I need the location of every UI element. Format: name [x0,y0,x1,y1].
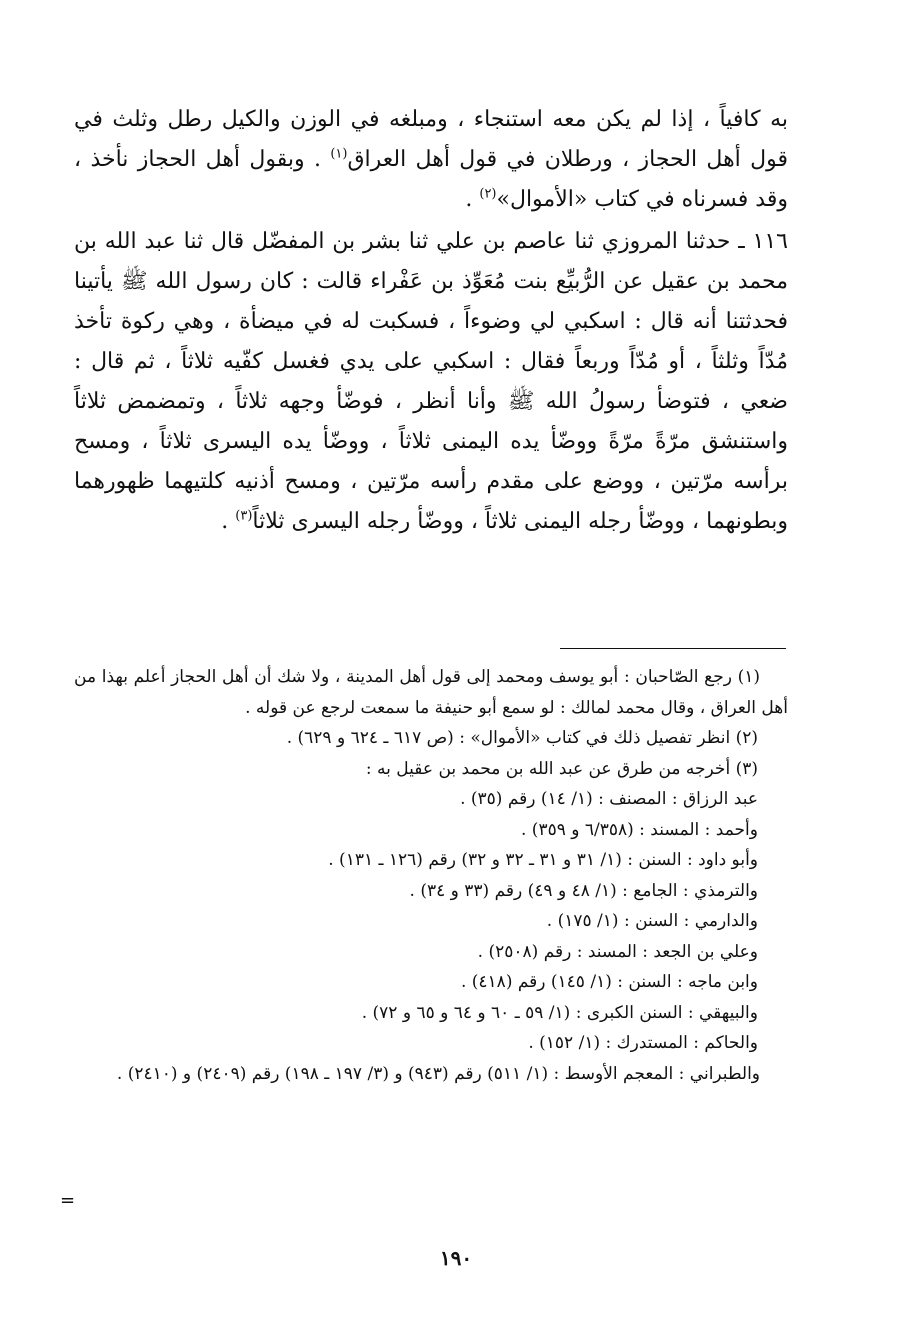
footnote-separator [560,648,786,649]
reference-line: وابن ماجه : السنن : (١/ ١٤٥) رقم (٤١٨) . [460,972,758,992]
reference-line: والبيهقي : السنن الكبرى : (١/ ٥٩ ـ ٦٠ و ٦٤ و ٦٥ و ٧٢) . [361,1002,758,1023]
paragraph-116-text: ١١٦ ـ حدثنا المروزي ثنا عاصم بن علي ثنا بشر بن المفضّل قال ثنا عبد الله بن محمد بن عقيل عن الرُّبيِّع بنت مُعَوِّذ بن عَفْراء قالت : كان رسول الله ﷺ يأتينا فحدثتنا أنه قال : اسكبي لي وضوءاً ، فسكبت له في ميضأة ، وهي ركوة تأخذ مُدّاً وثلثاً ، أو مُدّاً وربعاً فقال : اسكبي على يدي فغسل كفّيه ثلاثاً ، ثم قال : ضعي ، فتوضأ رسولُ الله ﷺ وأنا أنظر ، فوضّأ وجهه ثلاثاً ، وتمضمض ثلاثاً واستنشق مرّةً مرّةً ووضّأ يده اليمنى ثلاثاً ، ووضّأ يده اليسرى ثلاثاً ، ومسح برأسه مرّتين ، ووضع على مقدم رأسه مرّتين ، ومسح أذنيه كلتيهما ظهورهما وبطونهما ، ووضّأ رجله اليمنى ثلاثاً ، ووضّأ رجله اليسرى ثلاثاً [74,229,788,534]
footnote-3: (٣) أخرجه من طرق عن عبد الله بن محمد بن عقيل به : [365,758,758,779]
paragraph-1-text: به كافياً ، إذا لم يكن معه استنجاء ، ومبلغه في الوزن والكيل رطل وثلث في قول أهل الحجاز ، ورطلان في قول أهل العراق [74,107,789,172]
reference-line: والحاكم : المستدرك : (١/ ١٥٢) . [528,1033,758,1053]
reference-line: والدارمي : السنن : (١/ ١٧٥) . [546,911,758,931]
footnotes [74,662,788,1089]
paragraph-1-text-mid: . وبقول أهل الحجاز نأخذ ، وقد فسرناه في كتاب «الأموال» [74,147,788,212]
footnote-1: (١) رجع الصّاحبان : أبو يوسف ومحمد إلى قول أهل المدينة ، ولا شك أن أهل الحجاز أعلم بهذا من أهل العراق ، وقال محمد لمالك : لو سمع أبو حنيفة ما سمعت لرجع عن قوله . [74,667,788,718]
paragraph-116-end: . [221,509,236,534]
paragraph-116 [74,222,788,542]
reference-line: وعلي بن الجعد : المسند : رقم (٢٥٠٨) . [477,941,758,962]
continuation-mark: = [60,1190,76,1211]
reference-line: وأبو داود : السنن : (١/ ٣١ و ٣١ ـ ٣٢ و ٣٢) رقم (١٢٦ ـ ١٣١) . [328,850,758,870]
page-number: ١٩٠ [439,1246,473,1270]
paragraph-1-end: . [465,187,480,212]
reference-line: وأحمد : المسند : (٦/٣٥٨ و ٣٥٩) . [520,819,758,840]
footnote-ref-3: (٣) [235,508,253,524]
reference-line: عبد الرزاق : المصنف : (١/ ١٤) رقم (٣٥) . [460,789,758,809]
reference-line-last: والطبراني : المعجم الأوسط : (١/ ٥١١) رقم (٩٤٣) و (٣/ ١٩٧ ـ ١٩٨) رقم (٢٤٠٩) و (٢٤١٠) . [116,1063,760,1084]
footnote-ref-1: (١) [330,146,348,162]
footnote-2: (٢) انظر تفصيل ذلك في كتاب «الأموال» : (ص ٦١٧ ـ ٦٢٤ و ٦٢٩) . [286,728,758,748]
paragraph-1 [74,100,788,220]
footnote-ref-2: (٢) [479,186,497,202]
reference-line: والترمذي : الجامع : (١/ ٤٨ و ٤٩) رقم (٣٣ و ٣٤) . [409,880,758,901]
main-text [74,100,788,542]
